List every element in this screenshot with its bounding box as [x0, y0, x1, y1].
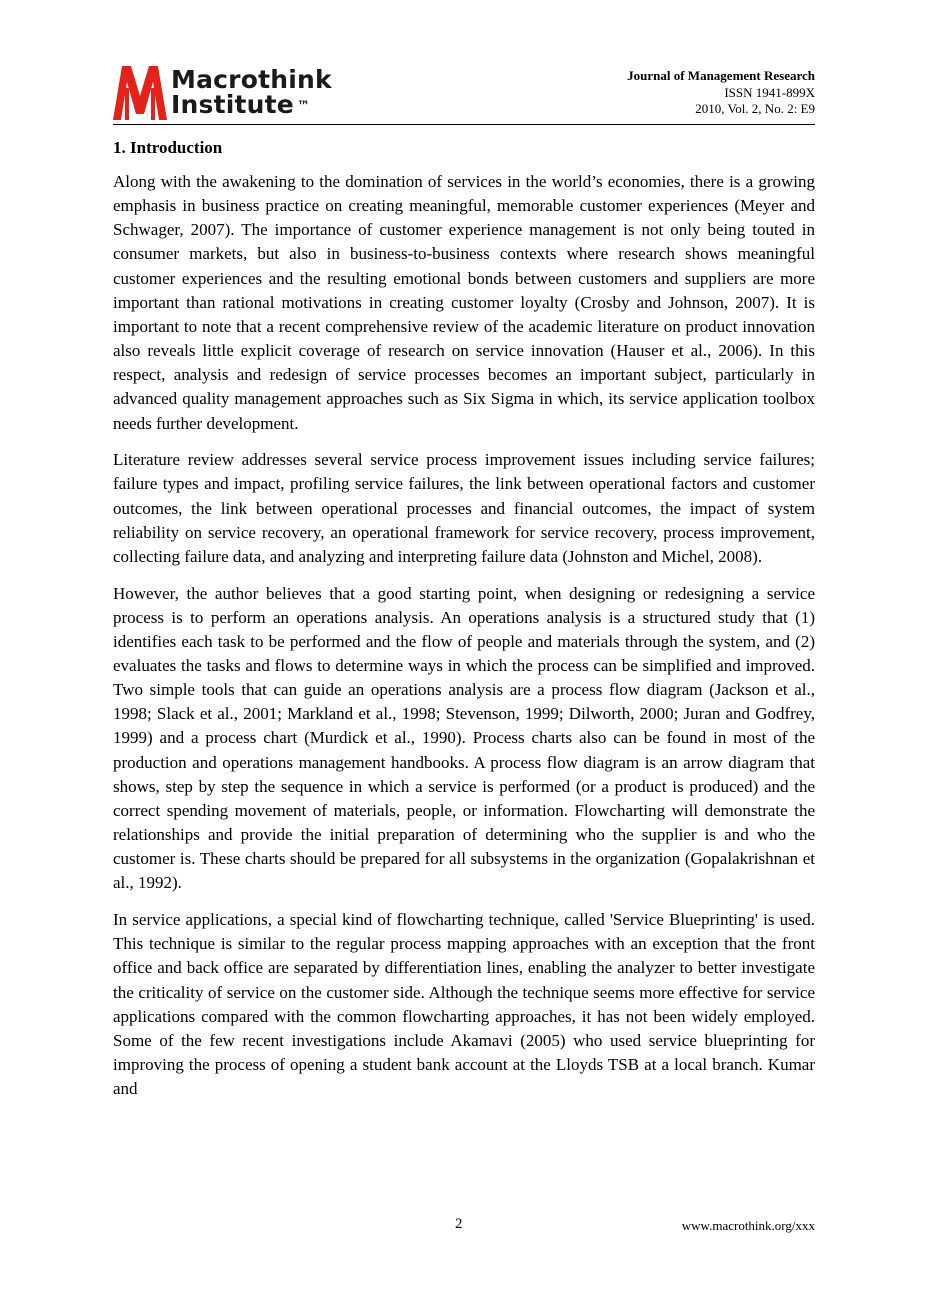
publisher-logo [113, 66, 353, 120]
macrothink-m-icon [113, 66, 167, 120]
journal-info [627, 68, 815, 118]
logo-word-macrothink: Macrothink [171, 65, 332, 94]
page-number: 2 [455, 1216, 463, 1232]
paragraph: Along with the awakening to the domination of services in the world’s economies, there is a growing emphasis in business practice on creating meaningful, memorable customer experiences (Meyer and Schwager, 2007). The importance of customer experience management is not only being touted in consumer markets, but also in business-to-business contexts where research shows meaningful customer experiences and the resulting emotional bonds between customers and suppliers are more important than rational motivations in creating customer loyalty (Crosby and Johnson, 2007). It is important to note that a recent comprehensive review of the academic literature on product innovation also reveals little explicit coverage of research on service innovation (Hauser et al., 2006). In this respect, analysis and redesign of service processes becomes an important subject, particularly in advanced quality management approaches such as Six Sigma in which, its service application toolbox needs further development. [113, 172, 815, 433]
header-divider [113, 124, 815, 125]
journal-name: Journal of Management Research [627, 68, 815, 83]
paragraph: Literature review addresses several service process improvement issues including service failures; failure types and impact, profiling service failures, the link between operational factors and customer outcomes, the link between operational processes and financial outcomes, the impact of system reliability on service recovery, an operational framework for service recovery, process improvement, collecting failure data, and analyzing and interpreting failure data (Johnston and Michel, 2008). [113, 450, 815, 566]
article-body [113, 136, 815, 1114]
section-heading: 1. Introduction [113, 138, 223, 157]
paragraph: In service applications, a special kind of flowcharting technique, called 'Service Blueprinting' is used. This technique is similar to the regular process mapping approaches with an exception that the front office and back office are separated by differentiation lines, enabling the analyzer to better investigate the criticality of service on the customer side. Although the technique seems more effective for service applications compared with the common flowcharting approaches, it has not been widely employed. Some of the few recent investigations include Akamavi (2005) who used service blueprinting for improving the process of opening a student bank account at the Lloyds TSB at a local branch. Kumar and [113, 910, 815, 1099]
trademark-symbol: ™ [296, 99, 311, 114]
paragraph: However, the author believes that a good starting point, when designing or redesigning a service process is to perform an operations analysis. An operations analysis is a structured study that (1) identifies each task to be performed and the flow of people and materials through the system, and (2) evaluates the tasks and flows to determine ways in which the process can be simplified and improved. Two simple tools that can guide an operations analysis are a process flow diagram (Jackson et al., 1998; Slack et al., 2001; Markland et al., 1998; Stevenson, 1999; Dilworth, 2000; Juran and Godfrey, 1999) and a process chart (Murdick et al., 1990). Process charts also can be found in most of the production and operations management handbooks. A process flow diagram is an arrow diagram that shows, step by step the sequence in which a service is performed (or a product is produced) and the correct spending movement of materials, people, or information. Flowcharting will demonstrate the relationships and provide the initial preparation of determining who the supplier is and who the customer is. These charts should be prepared for all subsystems in the organization (Gopalakrishnan et al., 1992). [113, 583, 815, 893]
logo-word-institute: Institute ™ [171, 90, 311, 119]
footer-website[interactable]: www.macrothink.org/xxx [681, 1218, 815, 1233]
journal-volume: 2010, Vol. 2, No. 2: E9 [695, 101, 815, 116]
journal-issn: ISSN 1941-899X [724, 84, 815, 100]
